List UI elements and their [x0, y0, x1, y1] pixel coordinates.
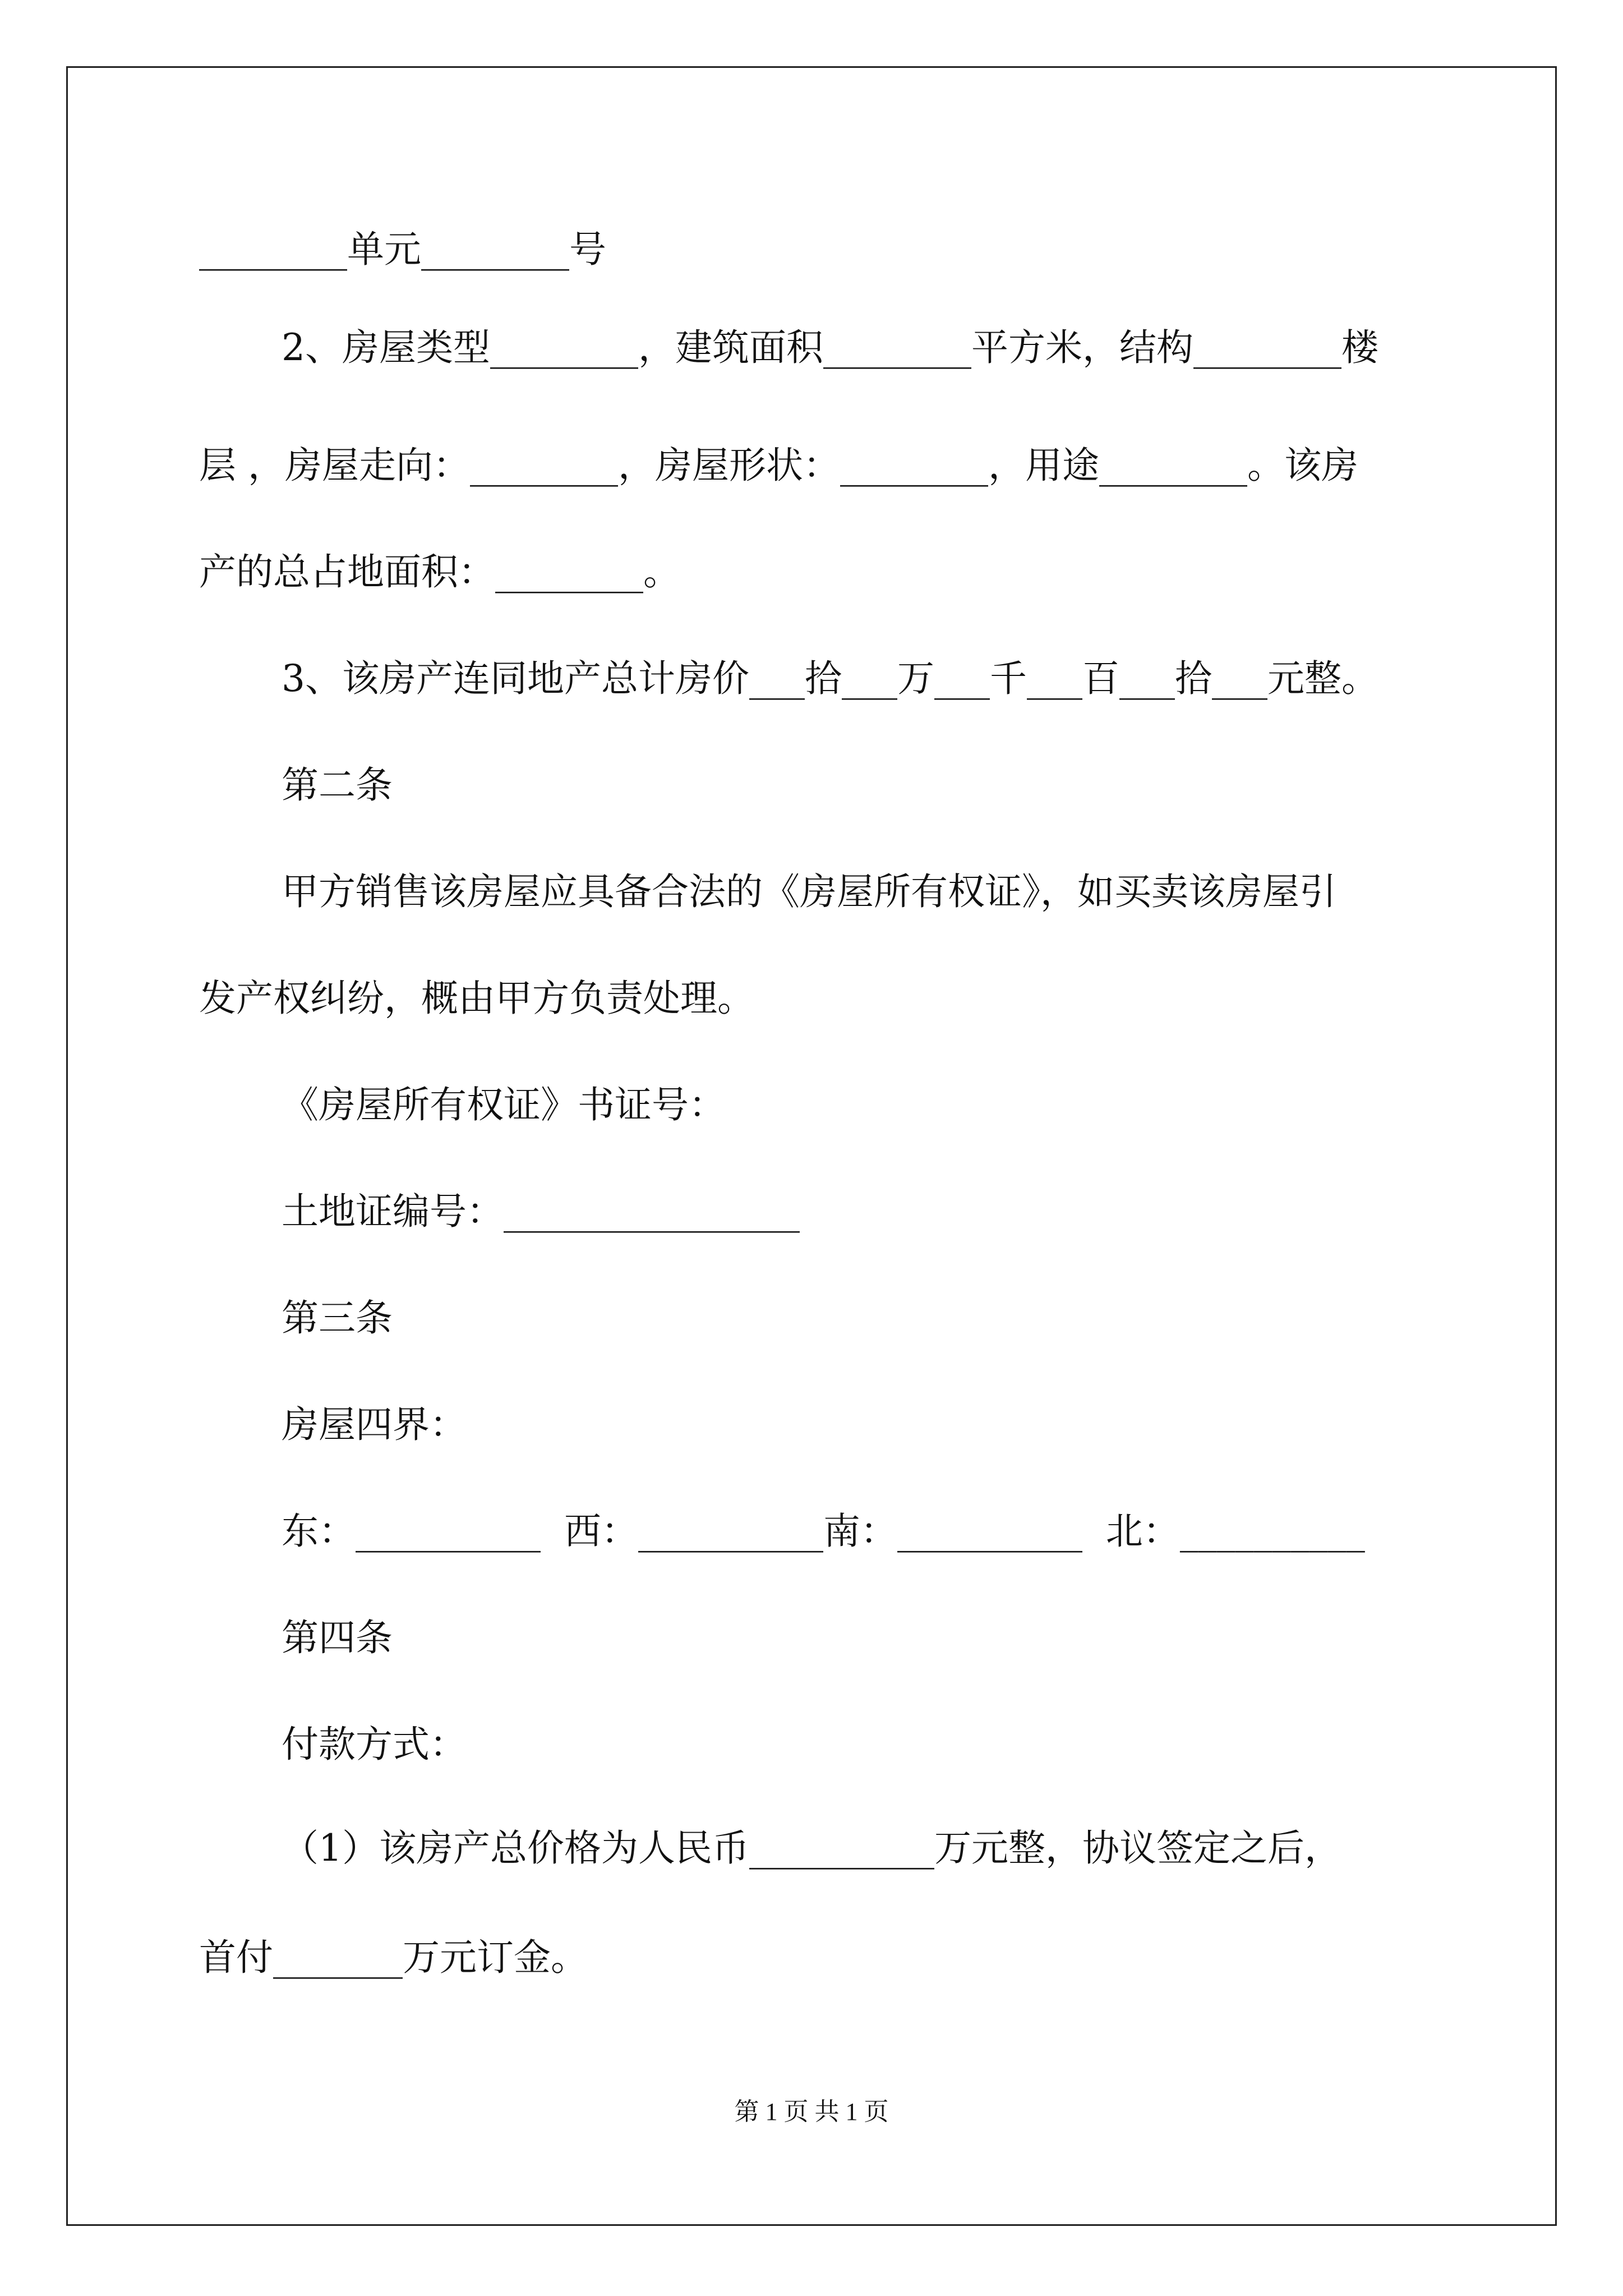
article-3-heading: 第三条	[282, 1296, 393, 1340]
house-boundaries-label: 房屋四界：	[282, 1403, 467, 1446]
house-orientation-line: 层 ，房屋走向：________，房屋形状：________，用途________。该房	[199, 444, 1358, 487]
unit-number-line: ________单元________号	[199, 228, 606, 271]
article-4-heading: 第四条	[282, 1616, 393, 1659]
article-2-heading: 第二条	[282, 763, 393, 807]
boundaries-line: 东：__________ 西：__________南：__________ 北：__________	[282, 1510, 1365, 1553]
price-line: 3、该房产连同地产总计房价___拾___万___千___百___拾___元整。	[282, 657, 1378, 700]
article-2-body-line-2: 发产权纠纷，概由甲方负责处理。	[199, 977, 754, 1020]
payment-clause-line-1: （1）该房产总价格为人民币__________万元整，协议签定之后，	[282, 1826, 1341, 1870]
land-cert-number: 土地证编号：________________	[282, 1190, 800, 1233]
ownership-cert-number: 《房屋所有权证》书证号：	[282, 1083, 726, 1126]
payment-method-label: 付款方式：	[282, 1723, 467, 1766]
page-border	[66, 66, 1557, 2226]
article-2-body-line-1: 甲方销售该房屋应具备合法的《房屋所有权证》，如买卖该房屋引	[282, 870, 1336, 913]
house-type-line: 2、房屋类型________，建筑面积________平方米，结构________楼	[282, 326, 1378, 369]
page-number-footer: 第 1 页 共 1 页	[734, 2098, 889, 2125]
land-area-line: 产的总占地面积：________。	[199, 550, 680, 593]
payment-clause-line-2: 首付_______万元订金。	[199, 1936, 588, 1979]
